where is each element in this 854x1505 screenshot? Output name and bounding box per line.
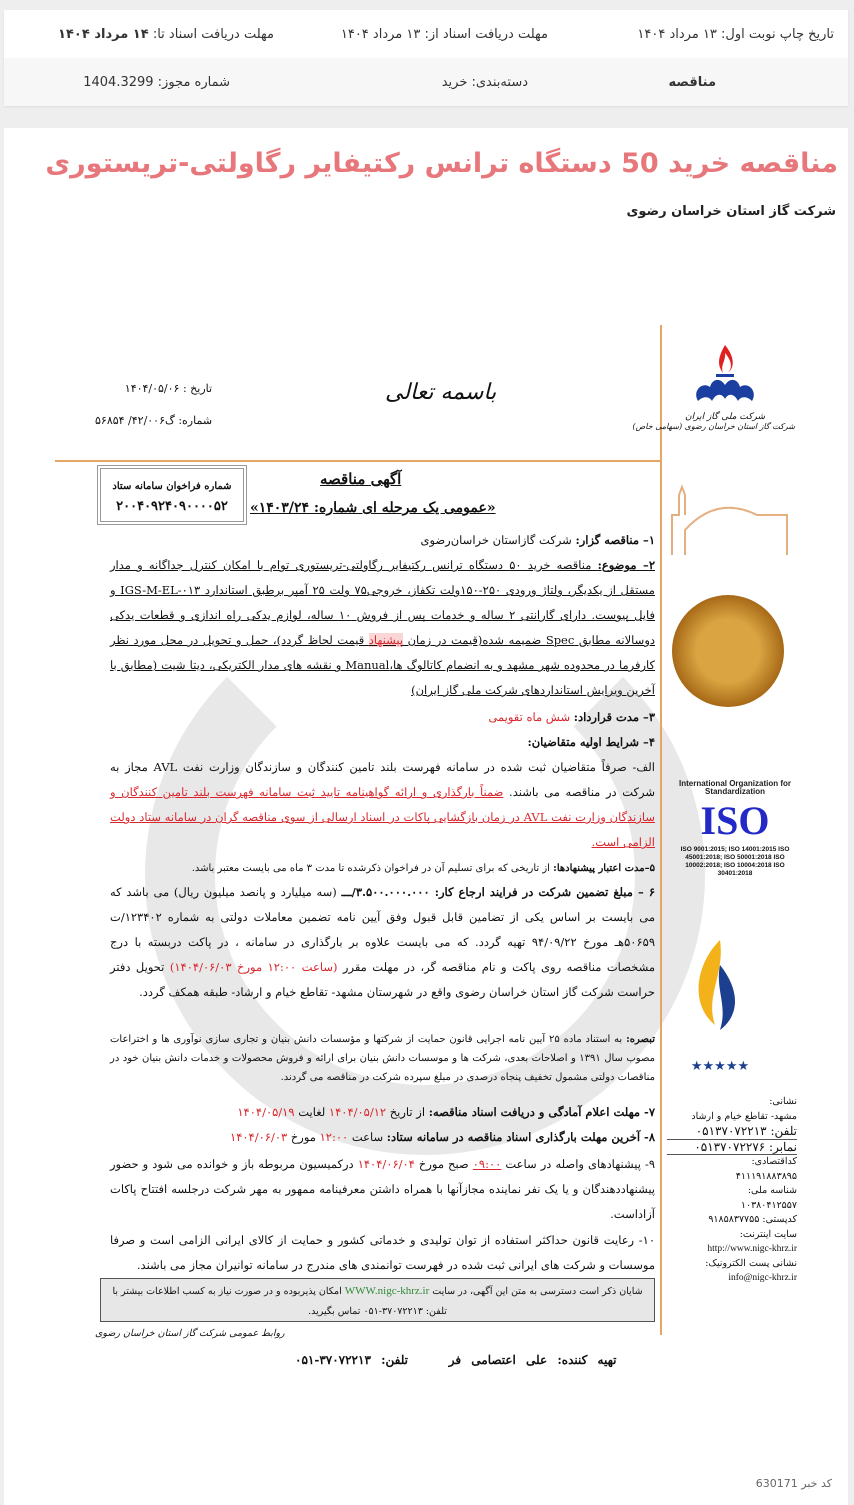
category: دسته‌بندی: خرید xyxy=(441,74,528,90)
doc-from: مهلت دریافت اسناد از: ۱۳ مرداد ۱۴۰۴ xyxy=(340,26,548,42)
letter-meta: تاریخ : ۱۴۰۴/۰۵/۰۶ شماره: گ۴۲/۰۰۶/ ۵۶۸۵۴ xyxy=(95,382,213,427)
item-2: ۲– موضوع: مناقصه خرید ۵۰ دستگاه ترانس رکتیفایر رگاولتی-تریستوری توام با امکان کنترل جداگانه و مدار مستقل از یکدیگر، ولتاژ ورودی ۲۵۰-۱۵۰ولت تکفاز، خروجی۷۵ ولت ۲۵ آمپر برطبق استاندارد IGS-M-EL-۰۱۳ و فایل پیوست. دارای گارانتی ۲ ساله و خدمات پس از فروش ۱۰ ساله، لوازم یدکی راه اندازی و قطعات یدکی دوسالانه مطابق Spec ضمیمه شده(قیمت در زمان پیشنهاد قیمت لحاظ گردد)، حمل و تحویل در محل مورد نظر کارفرما در محدوده شهر مشهد و به انضمام کاتالوگ ها،Manual و نقشه های مدار الکتریکی، دیتا شیت (مطابق با آخرین ویرایش استانداردهای شرکت ملی گاز ایران) xyxy=(110,558,655,697)
item-1: ۱– مناقصه گزار: شرکت گازاستان خراسان‌رضوی xyxy=(420,533,655,547)
iso-badge: International Organization for Standardization ISO ISO 9001:2015; ISO 14001:2015 ISO 45001:2018; ISO 50001:2018 ISO 10002:2018; ISO 10004:2018 ISO 30401:2018 xyxy=(670,780,800,878)
print-date: تاریخ چاپ نوبت اول: ۱۳ مرداد ۱۴۰۴ xyxy=(637,26,834,42)
setad-call-box: شماره فراخوان سامانه ستاد ۲۰۰۴۰۹۲۴۰۹۰۰۰۰۵۲ xyxy=(97,465,247,525)
public-relations: روابط عمومی شرکت گاز استان خراسان رضوی xyxy=(95,1328,285,1339)
divider-horizontal xyxy=(55,460,660,462)
news-code: کد خبر 630171 xyxy=(755,1477,832,1490)
notice-number: «عمومی یک مرحله ای شماره: ۱۴۰۳/۲۴» xyxy=(250,500,496,516)
item-8: ۸- آخرین مهلت بارگذاری اسناد مناقصه در سامانه ستاد: ساعت ۱۲:۰۰ مورخ ۱۴۰۴/۰۶/۰۳ xyxy=(230,1130,655,1144)
info-card xyxy=(4,10,848,106)
bismillah: باسمه تعالی xyxy=(385,380,497,405)
divider-vertical xyxy=(660,325,662,1335)
mosque-icon xyxy=(667,475,797,560)
nigc-logo: شرکت ملی گاز ایران شرکت گاز استان خراسان رضوی (سهامی خاص) xyxy=(665,343,785,431)
type-label: مناقصه xyxy=(668,74,716,90)
note: تبصره: به استناد ماده ۲۵ آیین نامه اجرایی قانون حمایت از شرکتها و مؤسسات دانش بنیان و تجاری سازی نوآوری ها و اختراعات مصوب سال ۱۳۹۱ و اصلاحات بعدی، شرکت ها و موسسات دانش بنیان برای ارائه و فروش محصولات و خدمات دانش بنیان خود در مناقصات دولتی مشمول تخفیف پنجاه درصدی در مبلغ سپرده شرکت در مناقصه می گردند. xyxy=(110,1034,655,1083)
info-row-dates xyxy=(4,10,848,58)
item-6: ۶ – مبلغ تضمین شرکت در فرایند ارجاع کار: ۳.۵۰۰.۰۰۰.۰۰۰/ـــ (سه میلیارد و پانصد میلیون ریال) می باشد که می بایست بر اساس یکی از تضامین قابل قبول وفق آیین نامه تضمین معاملات دولتی به شماره ۱۲۳۴۰۲/ت ۵۰۶۵۹هـ مورخ ۹۴/۰۹/۲۲ تهیه گردد. که می بایست علاوه بر بارگذاری در سامانه ، در پاکت دربسته با درج مشخصات مناقصه روی پاکت و نام مناقصه گر، در مهلت مقرر (ساعت ۱۲:۰۰ مورخ ۱۴۰۴/۰۶/۰۳) تحویل دفتر حراست شرکت گاز استان خراسان رضوی واقع در شهرستان مشهد- تقاطع خیام و ارشاد- طبقه همکف گردد. xyxy=(110,885,656,999)
info-box: شایان ذکر است دسترسی به متن این آگهی، در سایت WWW.nigc-khrz.ir امکان پذیربوده و در صورت نیاز به کسب اطلاعات بیشتر با تلفن: ۳۷۰۷۲۲۱۳-۰۵۱ تماس بگیرید. xyxy=(100,1278,655,1322)
doc-to: مهلت دریافت اسناد تا: ۱۴ مرداد ۱۴۰۴ xyxy=(58,26,274,42)
item-9: ۹- پیشنهادهای واصله در ساعت ۰۹:۰۰ صبح مورخ ۱۴۰۴/۰۶/۰۴ درکمیسیون مربوطه باز و خوانده می شود و حضور پیشنهاددهندگان و یا یک نفر نماینده مجازآنها با همراه داشتن معرفینامه ممهور به مهر شرکت درجلسه افتتاح پاکات آزاداست. xyxy=(110,1157,656,1221)
item-10: ۱۰- رعایت قانون حداکثر استفاده از توان تولیدی و خدماتی کشور و حمایت از کالای ایرانی الزامی است و صرفا موسسات و شرکت های ایرانی ثبت شده در فهرست توانمندی های مندرج در سامانه توانیران مجاز می باشند. xyxy=(110,1233,655,1272)
flame-icon xyxy=(690,343,760,408)
contact-info: نشانی: مشهد- تقاطع خیام و ارشاد تلفن: ۰۵۱۳۷۰۷۲۲۱۳ نمابر: ۰۵۱۳۷۰۷۲۲۷۶ کداقتصادی: ۴۱۱۱۹۱۸۸۳۸۹۵ شناسه ملی: ۱۰۳۸۰۴۱۲۵۵۷ کدپستی: ۹۱۸۵۸۳۷۷۵۵ سایت اینترنت: http://www.nigc-khrz.ir نشانی پست الکترونیک: info@nigc-khrz.ir xyxy=(667,1095,797,1286)
preparer: تهیه کننده: علی اعتصامی فر تلفن: ۳۷۰۷۲۲۱۳-۰۵۱ xyxy=(295,1353,617,1367)
item-4a: الف- صرفاً متقاضیان ثبت شده در سامانه فهرست بلند تامین کنندگان و سازندگان وزارت نفت AVL مجاز به شرکت در مناقصه می باشند. ضمناً بارگذاری و ارائه گواهینامه تایید ثبت سامانه فهرست بلند تامین کنندگان و سازندگان وزارت نفت AVL در زمان بازگشایی پاکات در اسناد ارسالی از سوی مناقصه گران در سامانه ستاد دولت الزامی است. xyxy=(110,760,656,849)
notice-title: آگهی مناقصه xyxy=(320,470,402,488)
item-4: ۴– شرایط اولیه متقاضیان: xyxy=(527,735,655,749)
article-title: مناقصه خرید 50 دستگاه ترانس رکتیفایر رگاولتی-تریستوری xyxy=(45,148,838,179)
item-7: ۷- مهلت اعلام آمادگی و دریافت اسناد مناقصه: از تاریخ ۱۴۰۴/۰۵/۱۲ لغایت ۱۴۰۴/۰۵/۱۹ xyxy=(237,1105,655,1119)
license-number: شماره مجوز: 1404.3299 xyxy=(83,74,230,90)
iso-certs: ISO 9001:2015; ISO 14001:2015 ISO 45001:2018; ISO 50001:2018 ISO 10002:2018; ISO 10004:2018 ISO 30401:2018 xyxy=(680,846,790,877)
quality-award-icon: ★★★★★ xyxy=(680,935,760,1075)
investment-badge-icon xyxy=(672,595,784,707)
site-link[interactable]: WWW.nigc-khrz.ir xyxy=(344,1285,430,1297)
item-5: ۵–مدت اعتبار پیشنهادها: از تاریخی که برای تسلیم آن در فراخوان ذکرشده تا مدت ۳ ماه می بایست معتبر باشد. xyxy=(191,863,655,874)
info-row-meta xyxy=(4,58,848,106)
website-link[interactable]: http://www.nigc-khrz.ir xyxy=(707,1244,797,1254)
company-name[interactable]: شرکت گاز استان خراسان رضوی xyxy=(626,204,836,219)
iso-logo: ISO xyxy=(700,798,770,843)
tender-notice-image xyxy=(55,325,805,1375)
item-3: ۳– مدت قرارداد: شش ماه تقویمی xyxy=(488,710,655,724)
email-link[interactable]: info@nigc-khrz.ir xyxy=(728,1273,797,1283)
